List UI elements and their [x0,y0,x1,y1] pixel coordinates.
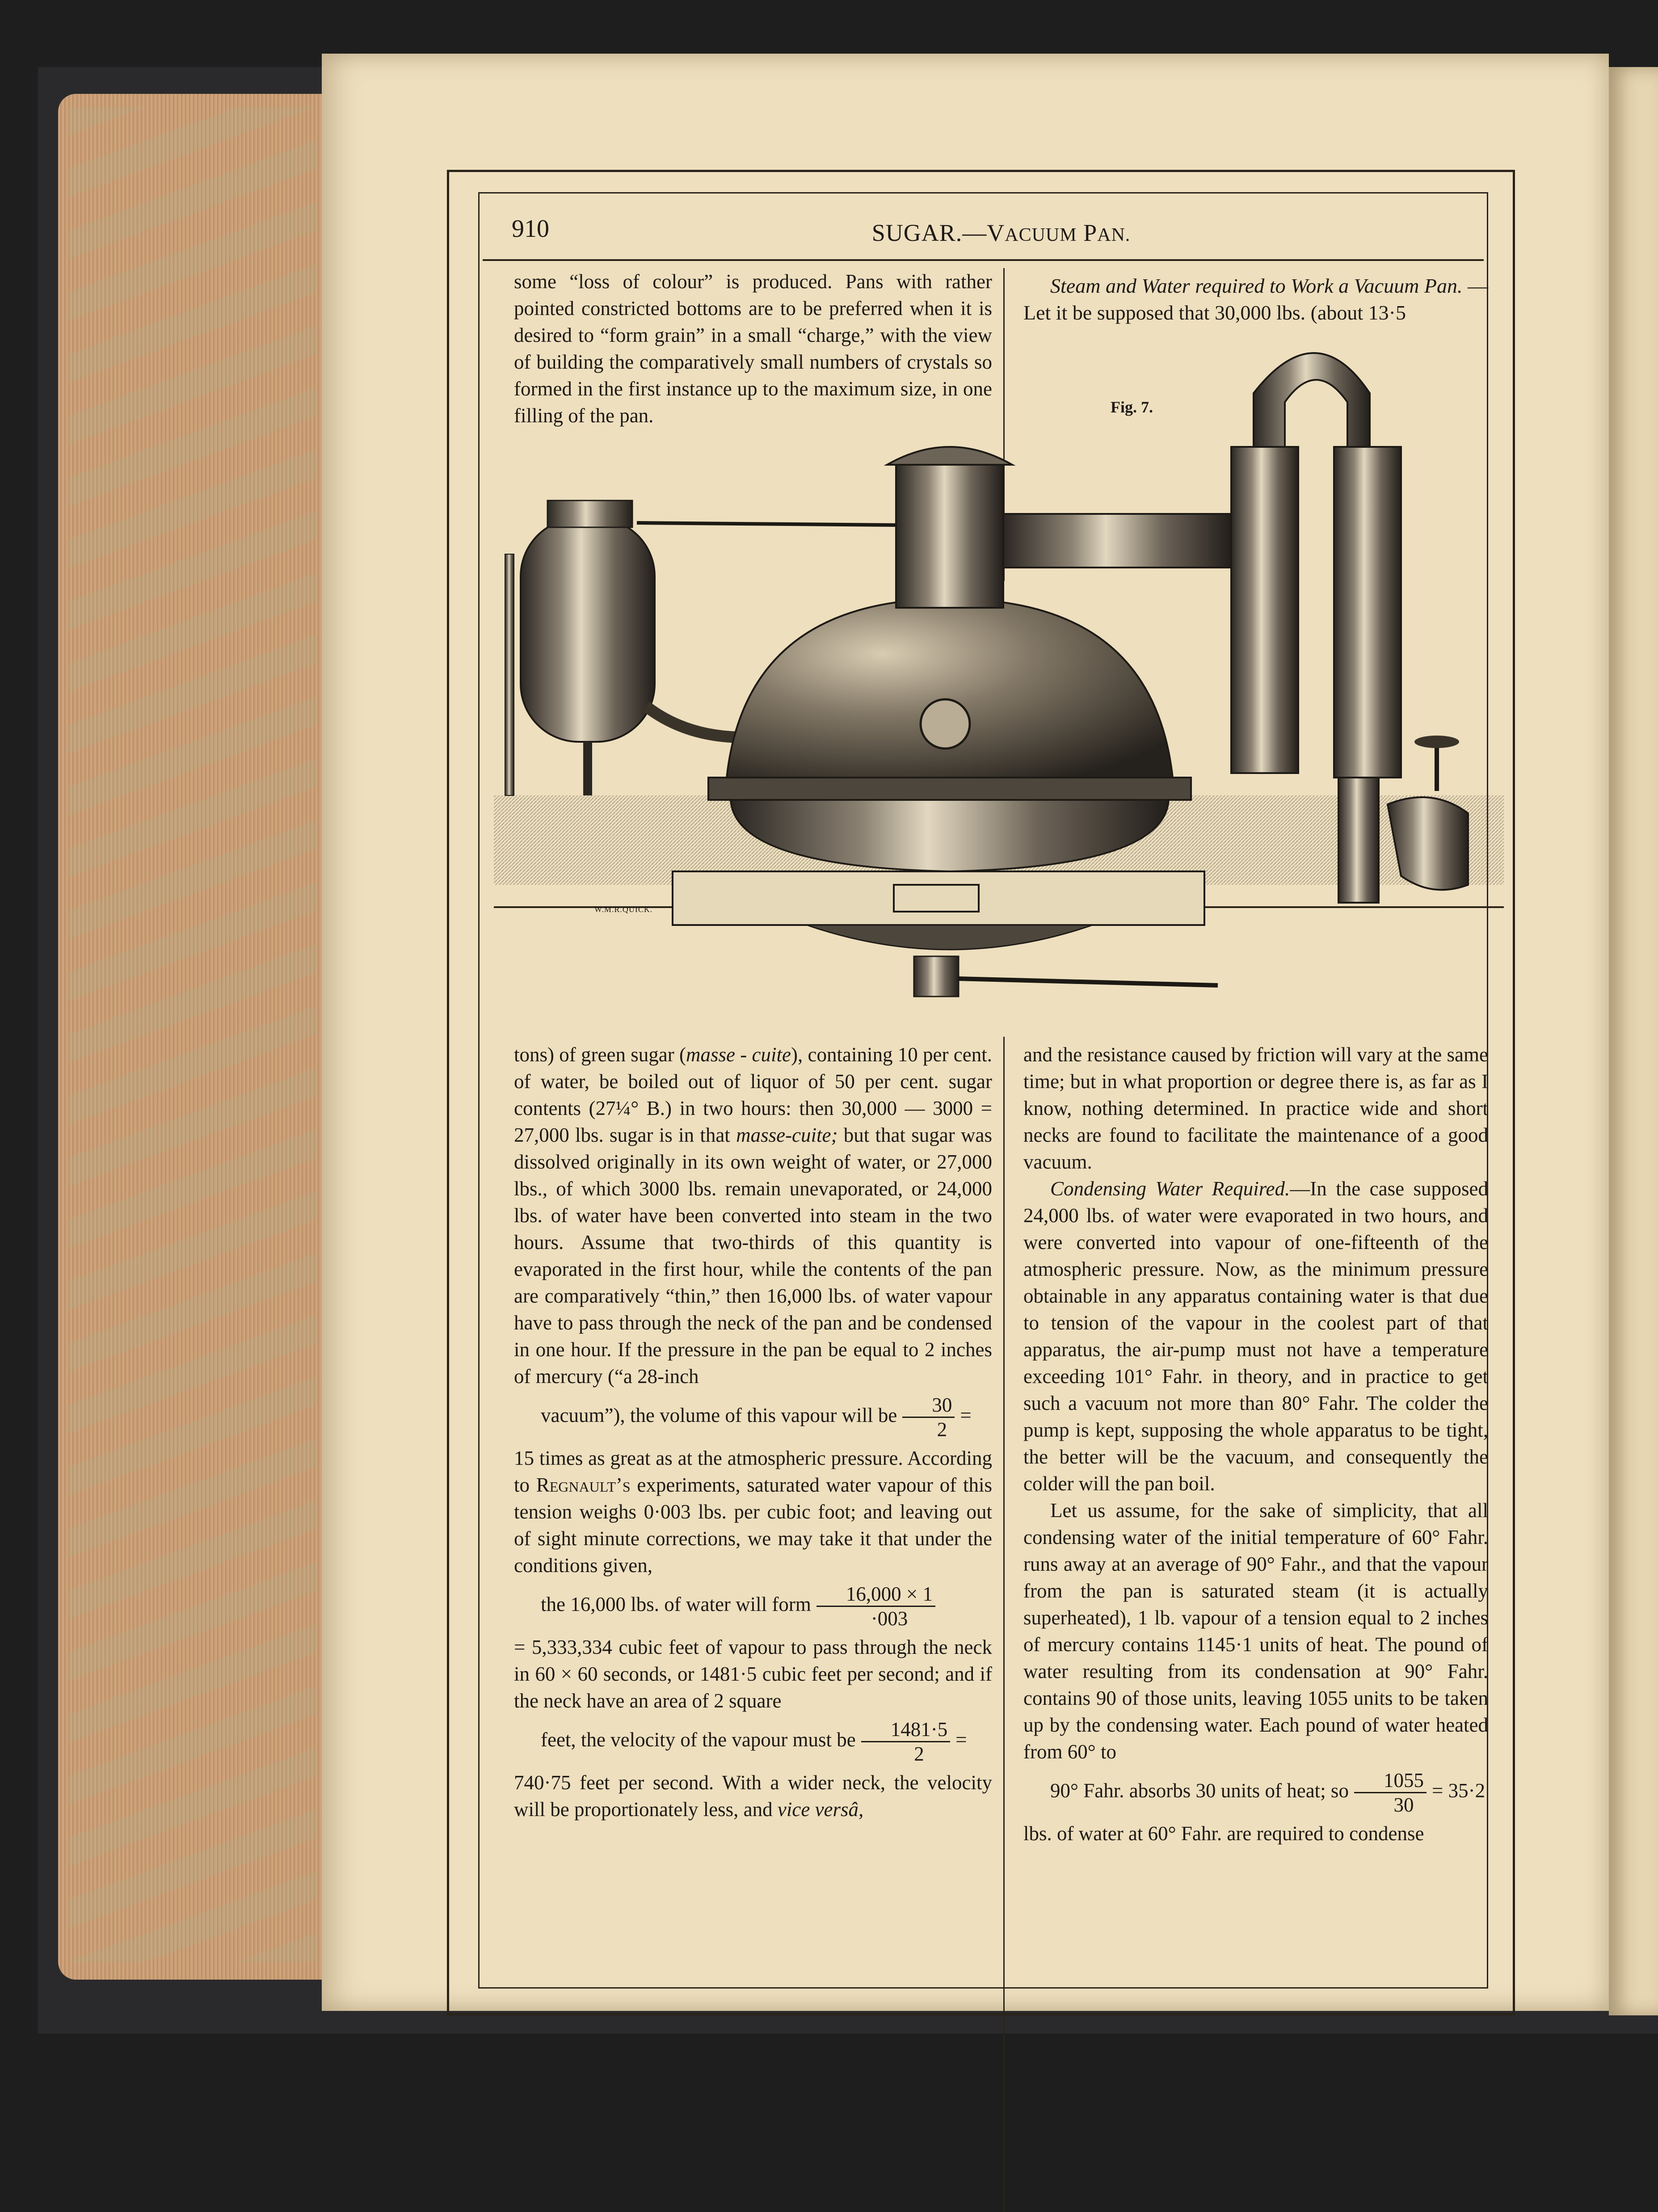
vapour-pipe [1003,514,1231,568]
return-bend [1254,353,1370,447]
pan-flange [708,778,1191,800]
fraction [816,1582,935,1630]
italic-term: masse - cuite [686,1043,791,1066]
pan-neck [896,465,1003,608]
paragraph [514,1041,992,1390]
running-head-main: SUGAR.—V [871,219,1005,246]
italic-term: masse-cuite; [736,1124,838,1146]
condenser-column-right [1334,447,1401,778]
text-run: = [960,1404,972,1426]
text-run: experiments, saturated water vapour of this tension weighs 0·003 lbs. per cubic foot; and leaving out of sight minute corrections, we may take it that under the conditions given, [514,1474,992,1577]
fraction-numerator: 16,000 × 1 [816,1582,935,1607]
vacuum-pan-illustration [494,322,1504,1032]
fraction-denominator: 30 [1393,1794,1414,1816]
paragraph: and the resistance caused by friction will vary at the same time; but in what proportion or degree there is, as far as I know, nothing determined. In practice wide and short necks are found to facilitate the maintenance of a good vacuum. [1023,1043,1488,1173]
fraction [902,1393,955,1441]
left-pipe [505,554,514,795]
paragraph: some “loss of colour” is produced. Pans with rather pointed constricted bottoms are to be preferred when it is desired to “form grain” in a small “charge,” with the view of building the comparatively small numbers of crystals so formed in the first instance up to the maximum size, in one filling of the pan. [514,270,992,427]
fraction-denominator: 2 [937,1418,947,1441]
left-tank [521,518,655,742]
base-beam [673,871,1204,925]
text-run: 740·75 feet per second. With a wider neck, the velocity will be proportionately less, and [514,1771,992,1821]
text-run: ), containing 10 per cent. of water, be boiled out of liquor of 50 per cent. sugar contents (27¼° B.) in two hours: then 30,000 — 3000 = 27,000 lbs. sugar is in that [514,1043,992,1146]
paragraph [1023,1175,1488,1497]
right-column-top [1023,273,1488,326]
text-run: feet, the velocity of the vapour must be [541,1728,856,1751]
discharge-valve [914,956,959,997]
fraction-denominator: ·003 [871,1607,908,1630]
paragraph: lbs. of water at 60° Fahr. are required to condense [1023,1822,1424,1845]
condenser-column-left [1231,447,1298,773]
text-run: vacuum”), the volume of this vapour will be [541,1404,897,1426]
facing-page-edge [1609,67,1658,2015]
equation-line [514,1393,992,1441]
paragraph [1023,273,1488,326]
equation-line [514,1718,992,1766]
gauge [921,699,970,749]
fraction-numerator: 1481·5 [861,1718,951,1742]
column-rule-bottom [1003,1037,1005,2212]
running-head-small2: AN. [1097,225,1131,245]
paragraph: = 5,333,334 cubic feet of vapour to pass through the neck in 60 × 60 seconds, or 1481·5 cubic feet per second; and if the neck have an area of 2 square [514,1636,992,1712]
right-column-bottom [1023,1041,1488,1847]
text-run: tons) of green sugar ( [514,1043,686,1066]
page-number: 910 [512,215,549,243]
fraction-denominator: 2 [914,1743,924,1765]
equation-line [1023,1769,1488,1817]
paragraph: Let us assume, for the sake of simplicity, that all condensing water of the initial temperature of 60° Fahr. runs away at an average of 90° Fahr., and that the vapour from the pan is saturated steam (it is actually superheated), 1 lb. vapour of a tension equal to 2 inches of mercury contains 1145·1 units of heat. The pound of water resulting from its condensation at 90° Fahr. contains 90 of those units, leaving 1055 units to be taken up by the condensing water. Each pound of water heated from 60° to [1023,1499,1488,1763]
fraction [861,1718,951,1766]
pan-dome [726,599,1173,782]
paragraph [514,1769,992,1823]
text-run: —In the case supposed 24,000 lbs. of water were evaporated in two hours, and were converted into vapour of one-fifteenth of the atmospheric pressure. Now, as the minimum pressure obtainable in any apparatus containing water is that due to tension of the vapour in the coolest part of that apparatus, the air-pump must not have a temperature exceeding 101° Fahr. in theory, and in practice to get such a vacuum not more than 80° Fahr. The colder the pump is kept, supposing the whole apparatus to be tight, the better will be the vacuum, and consequently the colder will the pan boil. [1023,1177,1489,1495]
header-rule [483,259,1484,261]
text-run: 15 times as great as at the atmospheric pressure. According to [514,1447,992,1496]
top-pipe [637,523,896,525]
left-column-bottom [514,1041,992,1823]
equation-line [514,1582,992,1630]
section-heading: Condensing Water Required. [1050,1177,1290,1200]
running-head [715,219,1287,247]
text-run: 90° Fahr. absorbs 30 units of heat; so [1050,1779,1349,1802]
engraver-signature: W.M.R.QUICK. [594,905,653,914]
marbled-page-edge [67,107,317,1962]
author-name: Regnault’s [536,1474,631,1496]
running-head-space: P [1077,219,1098,246]
text-run: the 16,000 lbs. of water will form [541,1593,811,1615]
paragraph-text: —Let it be supposed that 30,000 lbs. (about 13·5 [1023,274,1489,324]
running-head-small: ACUUM [1005,225,1077,245]
fraction [1354,1769,1427,1817]
fraction-numerator: 30 [902,1393,955,1418]
text-run: but that sugar was dissolved originally in its own weight of water, or 27,000 lbs., of which 3000 lbs. remain unevaporated, or 24,000 lbs. of water have been converted into steam in the two hours. Assume that two-thirds of this quantity is evaporated in the first hour, while the contents of the pan are comparatively “thin,” then 16,000 lbs. of water vapour have to pass through the neck of the pan and be condensed in one hour. If the pressure in the pan be equal to 2 inches of mercury (“a 28-inch [514,1124,992,1388]
text-run: = [955,1728,967,1751]
paragraph [514,1445,992,1579]
figure-label: Fig. 7. [1111,398,1153,416]
section-heading: Steam and Water required to Work a Vacuum Pan. [1050,274,1463,297]
italic-term: vice versâ, [777,1798,864,1821]
text-run: = 35·2 [1431,1779,1485,1802]
fraction-numerator: 1055 [1354,1769,1427,1793]
